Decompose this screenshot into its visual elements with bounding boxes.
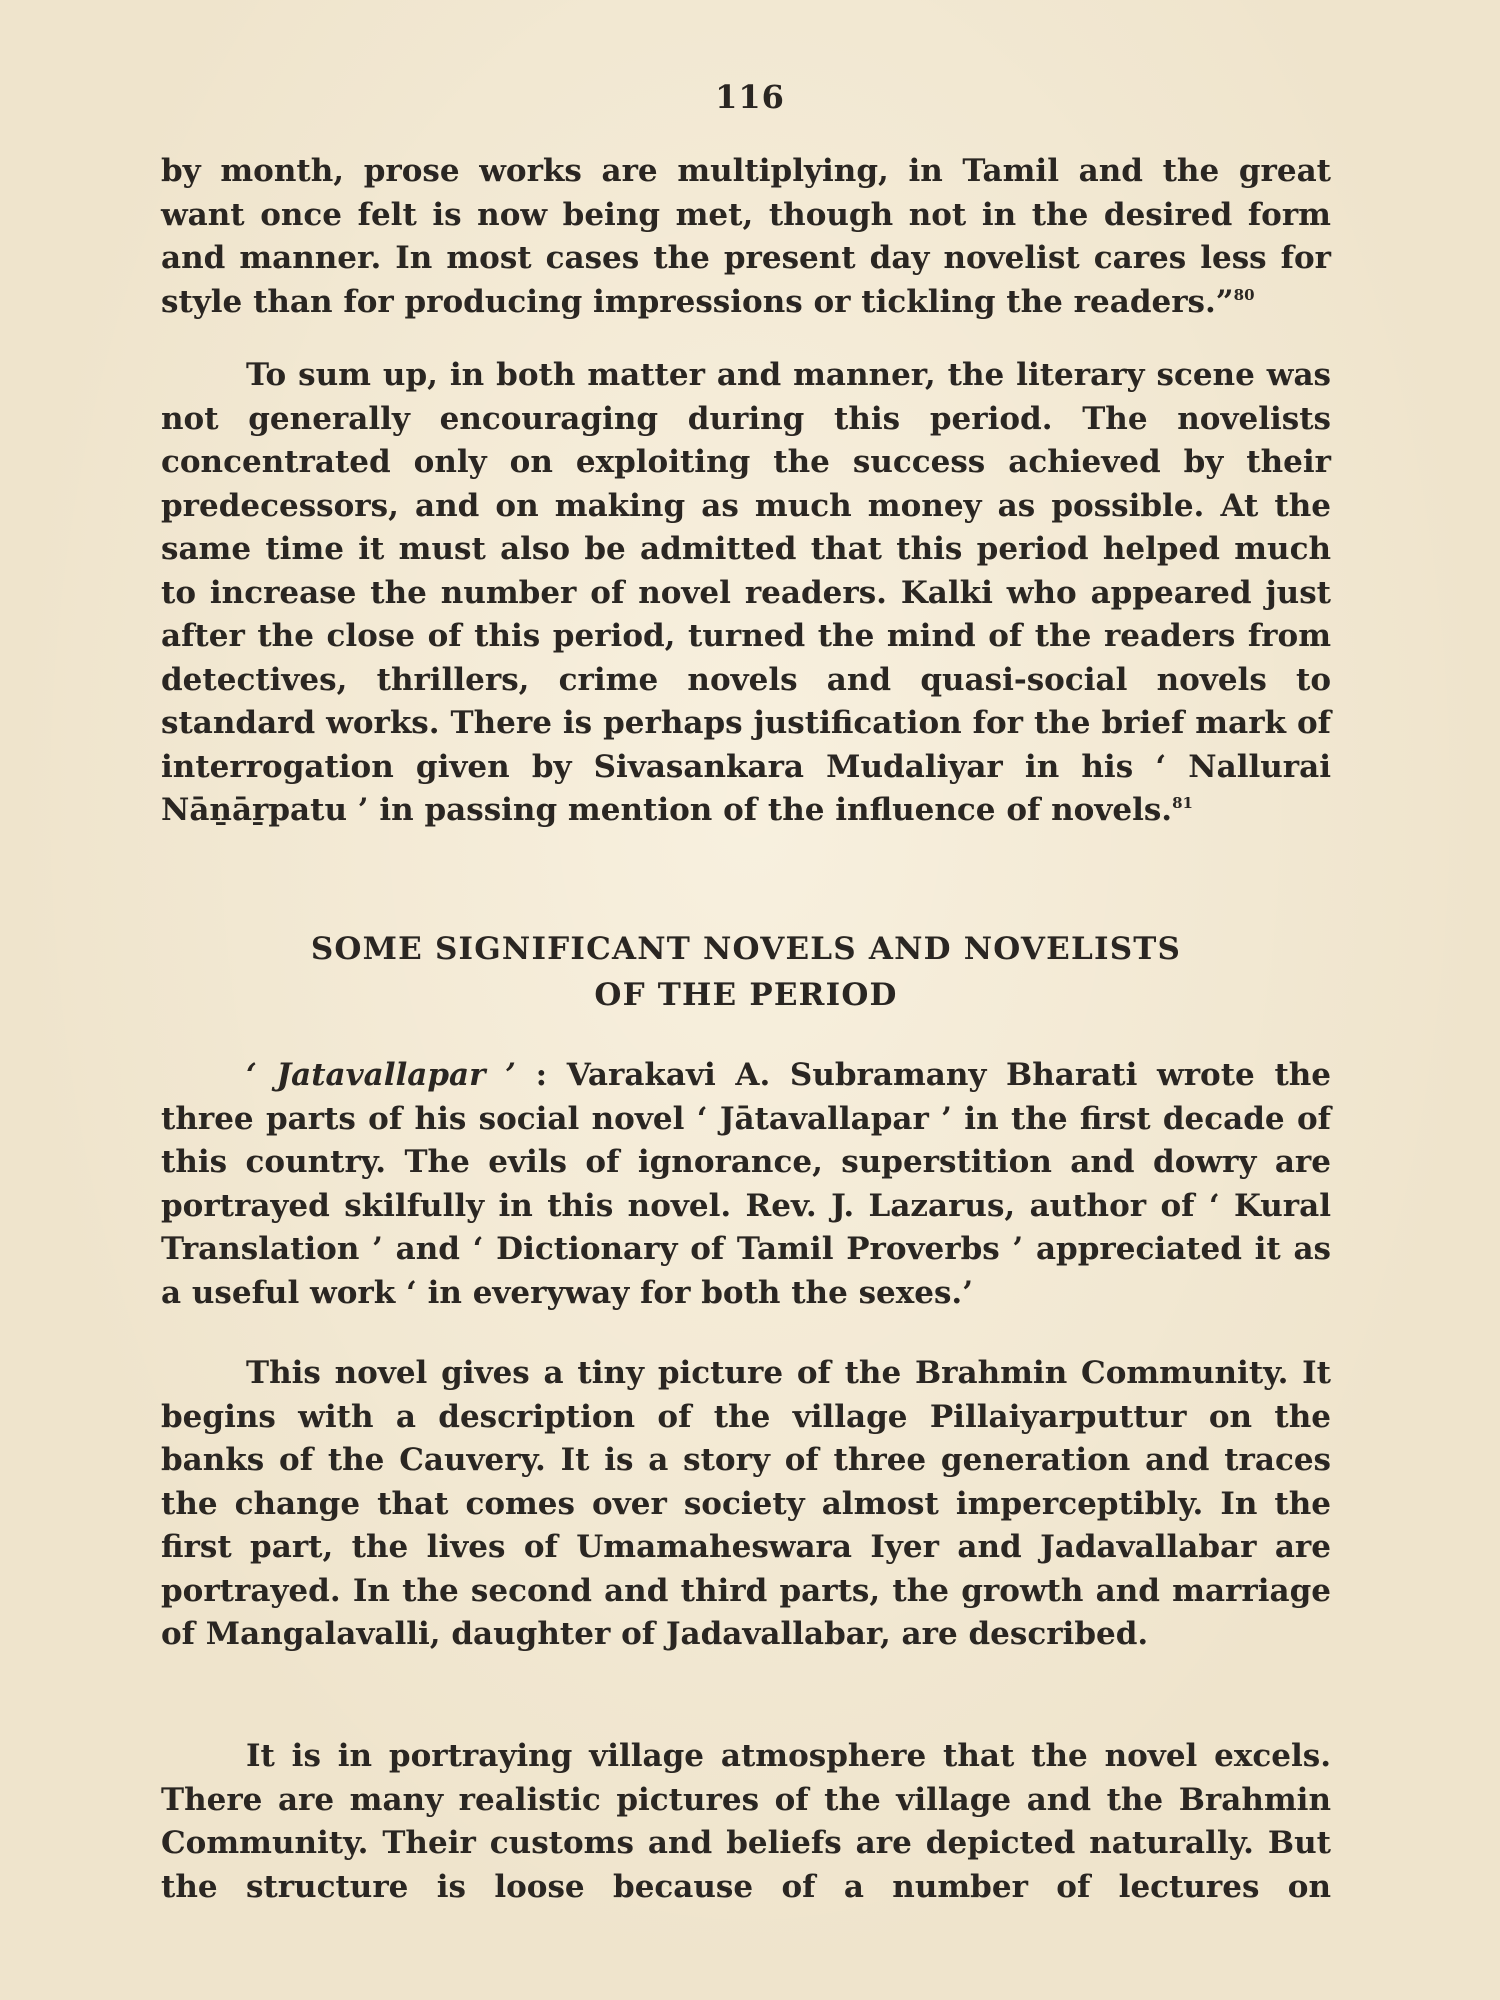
paragraph-3-text: Varakavi A. Subramany Bharati wrote the three parts of his social novel ‘ Jātavallapar ’ in the first decade of this country. The evils of ignorance, superstition and dowry are portrayed skilfully in this novel. Rev. J. Lazarus, author of ‘ Kural Translation ’ and ‘ Dictionary of Tamil Proverbs ’ appreciated it as a useful work ‘ in everyway for both the sexes.’ (161, 1057, 1332, 1311)
paragraph-5 (161, 1735, 1331, 1909)
paragraph-2 (161, 354, 1331, 833)
section-heading (161, 926, 1331, 1018)
novel-title: ‘ Jatavallapar ’ (246, 1057, 516, 1093)
title-separator: : (535, 1057, 548, 1093)
section-heading-line-2: OF THE PERIOD (594, 977, 898, 1013)
paragraph-1-text: by month, prose works are multiplying, in Tamil and the great want once felt is now being met, though not in the desired form and manner. In most cases the present day novelist cares less for style than for producing impressions or tickling the readers.” (161, 153, 1331, 320)
page-number: 116 (715, 78, 785, 116)
paragraph-4 (161, 1352, 1331, 1657)
section-heading-line-1: SOME SIGNIFICANT NOVELS AND NOVELISTS (310, 931, 1182, 967)
paragraph-1 (161, 150, 1331, 324)
footnote-ref-81: 81 (1172, 794, 1193, 812)
paragraph-5-text: It is in portraying village atmosphere that the novel excels. There are many realistic pictures of the village and the Brahmin Community. Their customs and beliefs are depicted naturally. But the structure is loose because of a number of lectures on (161, 1738, 1331, 1905)
footnote-ref-80: 80 (1233, 285, 1255, 304)
paragraph-3 (161, 1054, 1331, 1315)
paragraph-2-text: To sum up, in both matter and manner, the literary scene was not generally encouraging during this period. The novelists concentrated only on exploiting the success achieved by their predecessors, and on making as much money as possible. At the same time it must also be admitted that this period helped much to increase the number of novel readers. Kalki who appeared just after the close of this period, turned the mind of the readers from detectives, thrillers, crime novels and quasi-social novels to standard works. There is perhaps justification for the brief mark of interrogation given by Sivasankara Mudaliyar in his ‘ Nallurai Nāṉāṟpatu ’ in passing mention of the influence of novels. (161, 357, 1331, 828)
paragraph-4-text: This novel gives a tiny picture of the Brahmin Community. It begins with a description of the village Pillaiyarputtur on the banks of the Cauvery. It is a story of three generation and traces the change that comes over society almost imperceptibly. In the first part, the lives of Umamaheswara Iyer and Jadavallabar are portrayed. In the second and third parts, the growth and marriage of Mangalavalli, daughter of Jadavallabar, are described. (161, 1355, 1331, 1652)
